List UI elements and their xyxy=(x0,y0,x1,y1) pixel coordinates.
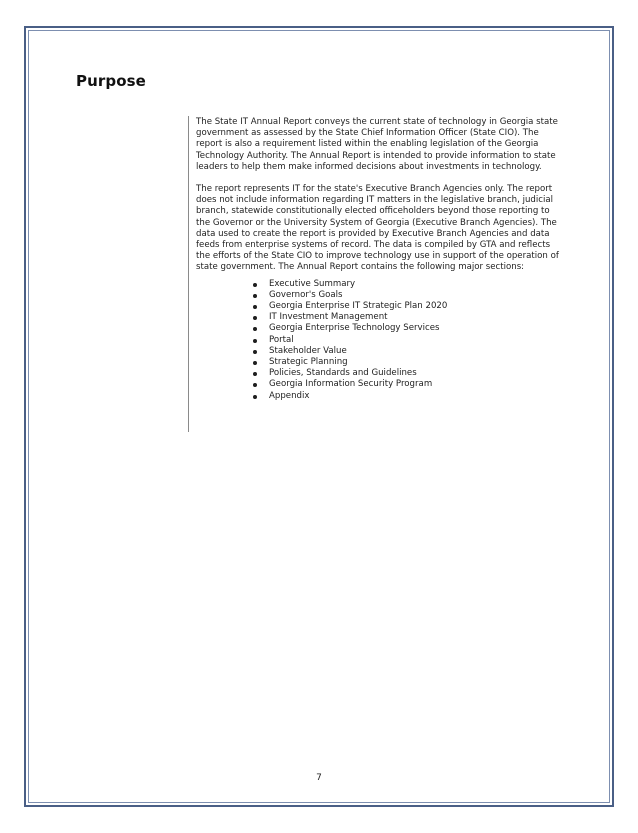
list-item xyxy=(196,312,561,323)
list-item xyxy=(196,290,561,301)
content-body xyxy=(196,117,561,402)
list-item-label: Portal xyxy=(269,334,294,345)
sections-list xyxy=(196,279,561,402)
list-item xyxy=(196,357,561,368)
bullet-icon xyxy=(253,294,257,298)
section-heading: Purpose xyxy=(76,72,146,90)
bullet-icon xyxy=(253,361,257,365)
bullet-icon xyxy=(253,305,257,309)
bullet-icon xyxy=(253,316,257,320)
list-item-label: Georgia Information Security Program xyxy=(269,379,433,390)
paragraph-scope: The report represents IT for the state's Executive Branch Agencies only. The report does not include information regarding IT matters in the legislative branch, judicial branch, statewide constitutionally elected officeholders beyond those reporting to the Governor or the University System of Georgia (Executive Branch Agencies). The data used to create the report is provided by Executive Branch Agencies and data feeds from enterprise systems of record. The data is compiled by GTA and reflects the efforts of the State CIO to improve technology use in support of the operation of state government. The Annual Report contains the following major sections: xyxy=(196,184,559,273)
list-item-label: Appendix xyxy=(269,390,310,401)
bullet-icon xyxy=(253,283,257,287)
list-item xyxy=(196,391,561,402)
content-left-rule xyxy=(188,116,189,432)
list-item xyxy=(196,301,561,312)
list-item xyxy=(196,346,561,357)
list-item-label: IT Investment Management xyxy=(269,312,388,323)
bullet-icon xyxy=(253,395,257,399)
list-item-label: Policies, Standards and Guidelines xyxy=(269,368,417,379)
page-number: 7 xyxy=(316,773,322,783)
bullet-icon xyxy=(253,372,257,376)
list-item-label: Georgia Enterprise Technology Services xyxy=(269,323,440,334)
list-item xyxy=(196,379,561,390)
list-item xyxy=(196,279,561,290)
list-item xyxy=(196,335,561,346)
list-item xyxy=(196,368,561,379)
list-item-label: Executive Summary xyxy=(269,278,356,289)
bullet-icon xyxy=(253,350,257,354)
bullet-icon xyxy=(253,383,257,387)
list-item-label: Governor's Goals xyxy=(269,289,343,300)
paragraph-intro: The State IT Annual Report conveys the current state of technology in Georgia state government as assessed by the State Chief Information Officer (State CIO). The report is also a requirement listed within the enabling legislation of the Georgia Technology Authority. The Annual Report is intended to provide information to state leaders to help them make informed decisions about investments in technology. xyxy=(196,117,558,172)
list-item-label: Stakeholder Value xyxy=(269,345,347,356)
list-item-label: Strategic Planning xyxy=(269,356,348,367)
bullet-icon xyxy=(253,339,257,343)
list-item-label: Georgia Enterprise IT Strategic Plan 2020 xyxy=(269,301,448,312)
bullet-icon xyxy=(253,327,257,331)
list-item xyxy=(196,323,561,334)
